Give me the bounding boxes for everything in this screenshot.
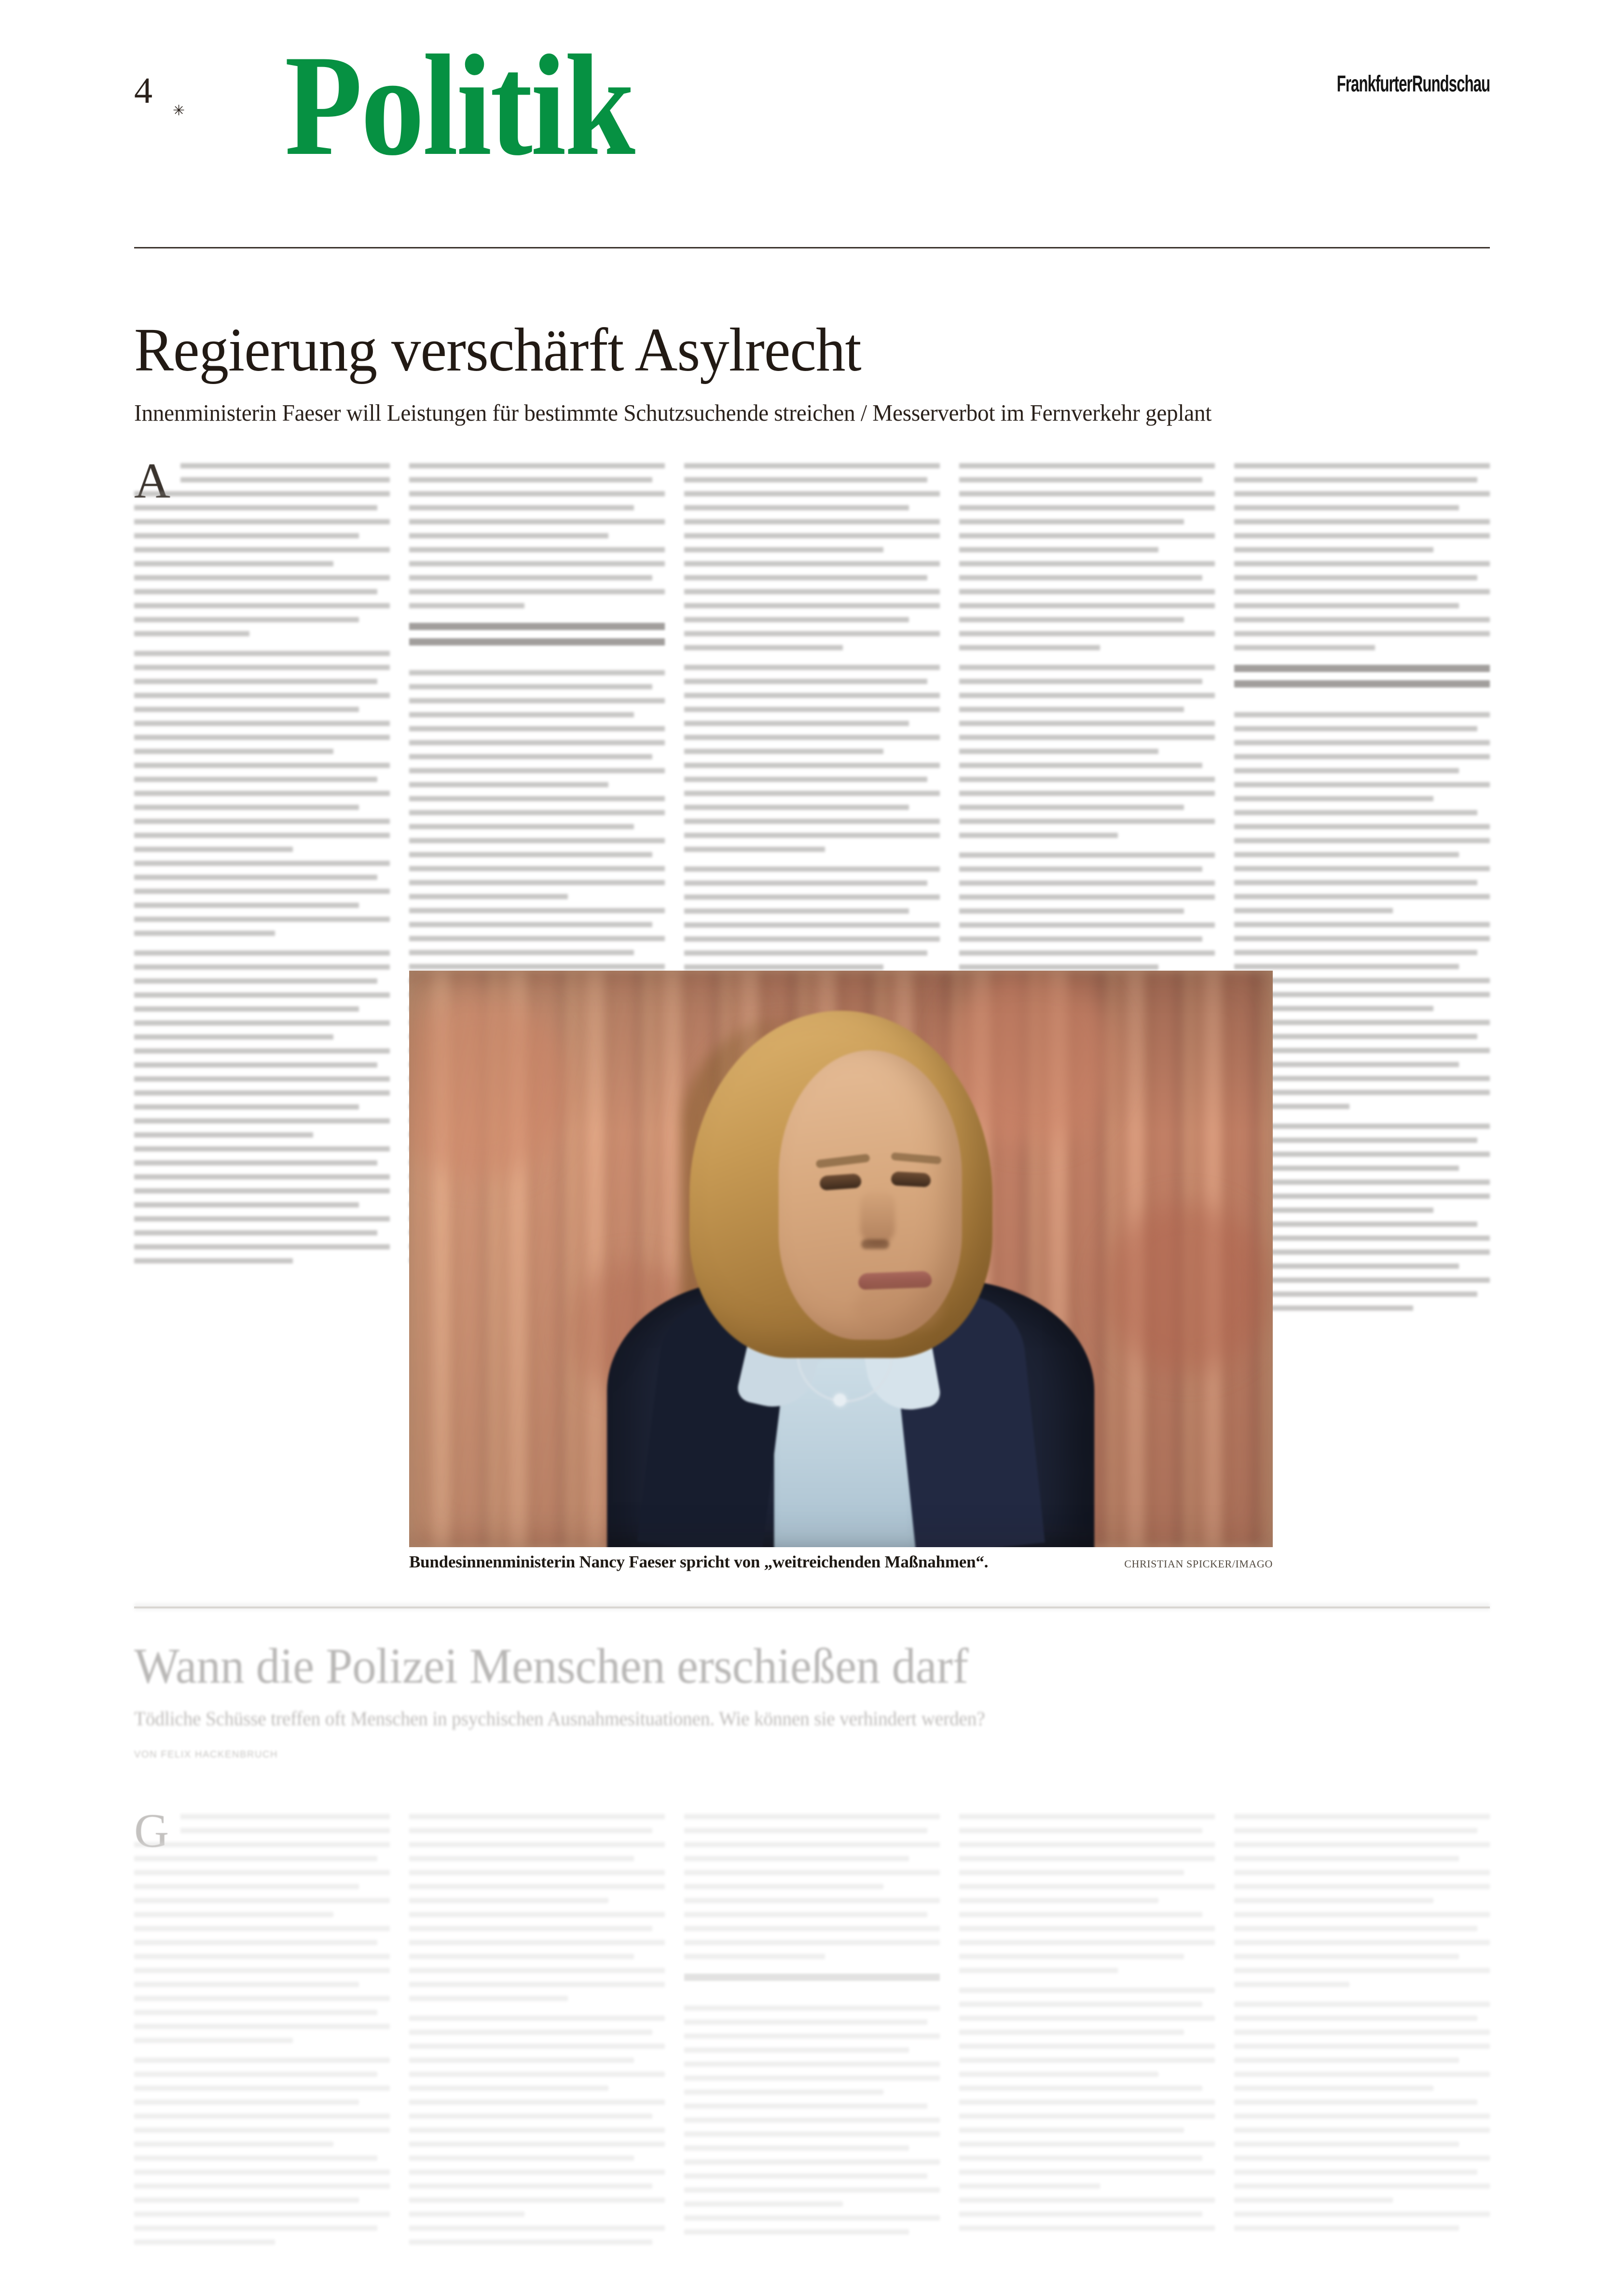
article-column: [684, 1814, 940, 2243]
masthead: [0, 0, 1624, 251]
article-section-subhead: [409, 638, 665, 645]
photo-credit: CHRISTIAN SPICKER/IMAGO: [1124, 1558, 1273, 1570]
article-column: [1234, 1814, 1490, 2239]
article-section-subhead: [684, 1974, 940, 1981]
section-title: Politik: [285, 25, 634, 185]
main-article-subheadline: Innenministerin Faeser will Leistungen für bestimmte Schutzsuchende streichen / Messerverbot im Fernverkehr geplant: [134, 399, 1212, 426]
main-article-header: [134, 318, 1490, 426]
article-column: [134, 1804, 390, 2253]
article-section-subhead: [409, 623, 665, 630]
photo-subject-nancy-faeser: [409, 971, 1273, 1547]
newspaper-brand-logo: FrankfurterRundschau: [1336, 71, 1490, 96]
main-article-photo: [409, 971, 1273, 1547]
article-section-subhead: [1234, 665, 1490, 672]
article-column: [134, 453, 390, 1272]
masthead-rule: [134, 247, 1490, 248]
folio-star-icon: ✳: [173, 103, 185, 119]
secondary-article-byline: VON FELIX HACKENBRUCH: [134, 1749, 278, 1760]
article-section-subhead: [1234, 680, 1490, 687]
photo-caption-row: [409, 1552, 1273, 1572]
main-article-headline: Regierung verschärft Asylrecht: [134, 316, 861, 384]
article-separator-rule: [134, 1606, 1490, 1608]
secondary-article-subheadline: Tödliche Schüsse treffen oft Menschen in psychischen Ausnahmesituationen. Wie können sie verhindert werden?: [134, 1707, 985, 1730]
article-column: [409, 1814, 665, 2253]
article-column: [959, 1814, 1215, 2239]
page-folio-number: 4: [134, 70, 152, 111]
photo-caption: Bundesinnenministerin Nancy Faeser spricht von „weitreichenden Maßnahmen“.: [409, 1552, 989, 1571]
secondary-article: [134, 1640, 1490, 1760]
main-article-dropcap: A: [134, 453, 171, 508]
secondary-article-headline: Wann die Polizei Menschen erschießen darf: [134, 1638, 968, 1694]
secondary-article-columns: [134, 1804, 1490, 2248]
secondary-article-dropcap: G: [134, 1804, 169, 1857]
